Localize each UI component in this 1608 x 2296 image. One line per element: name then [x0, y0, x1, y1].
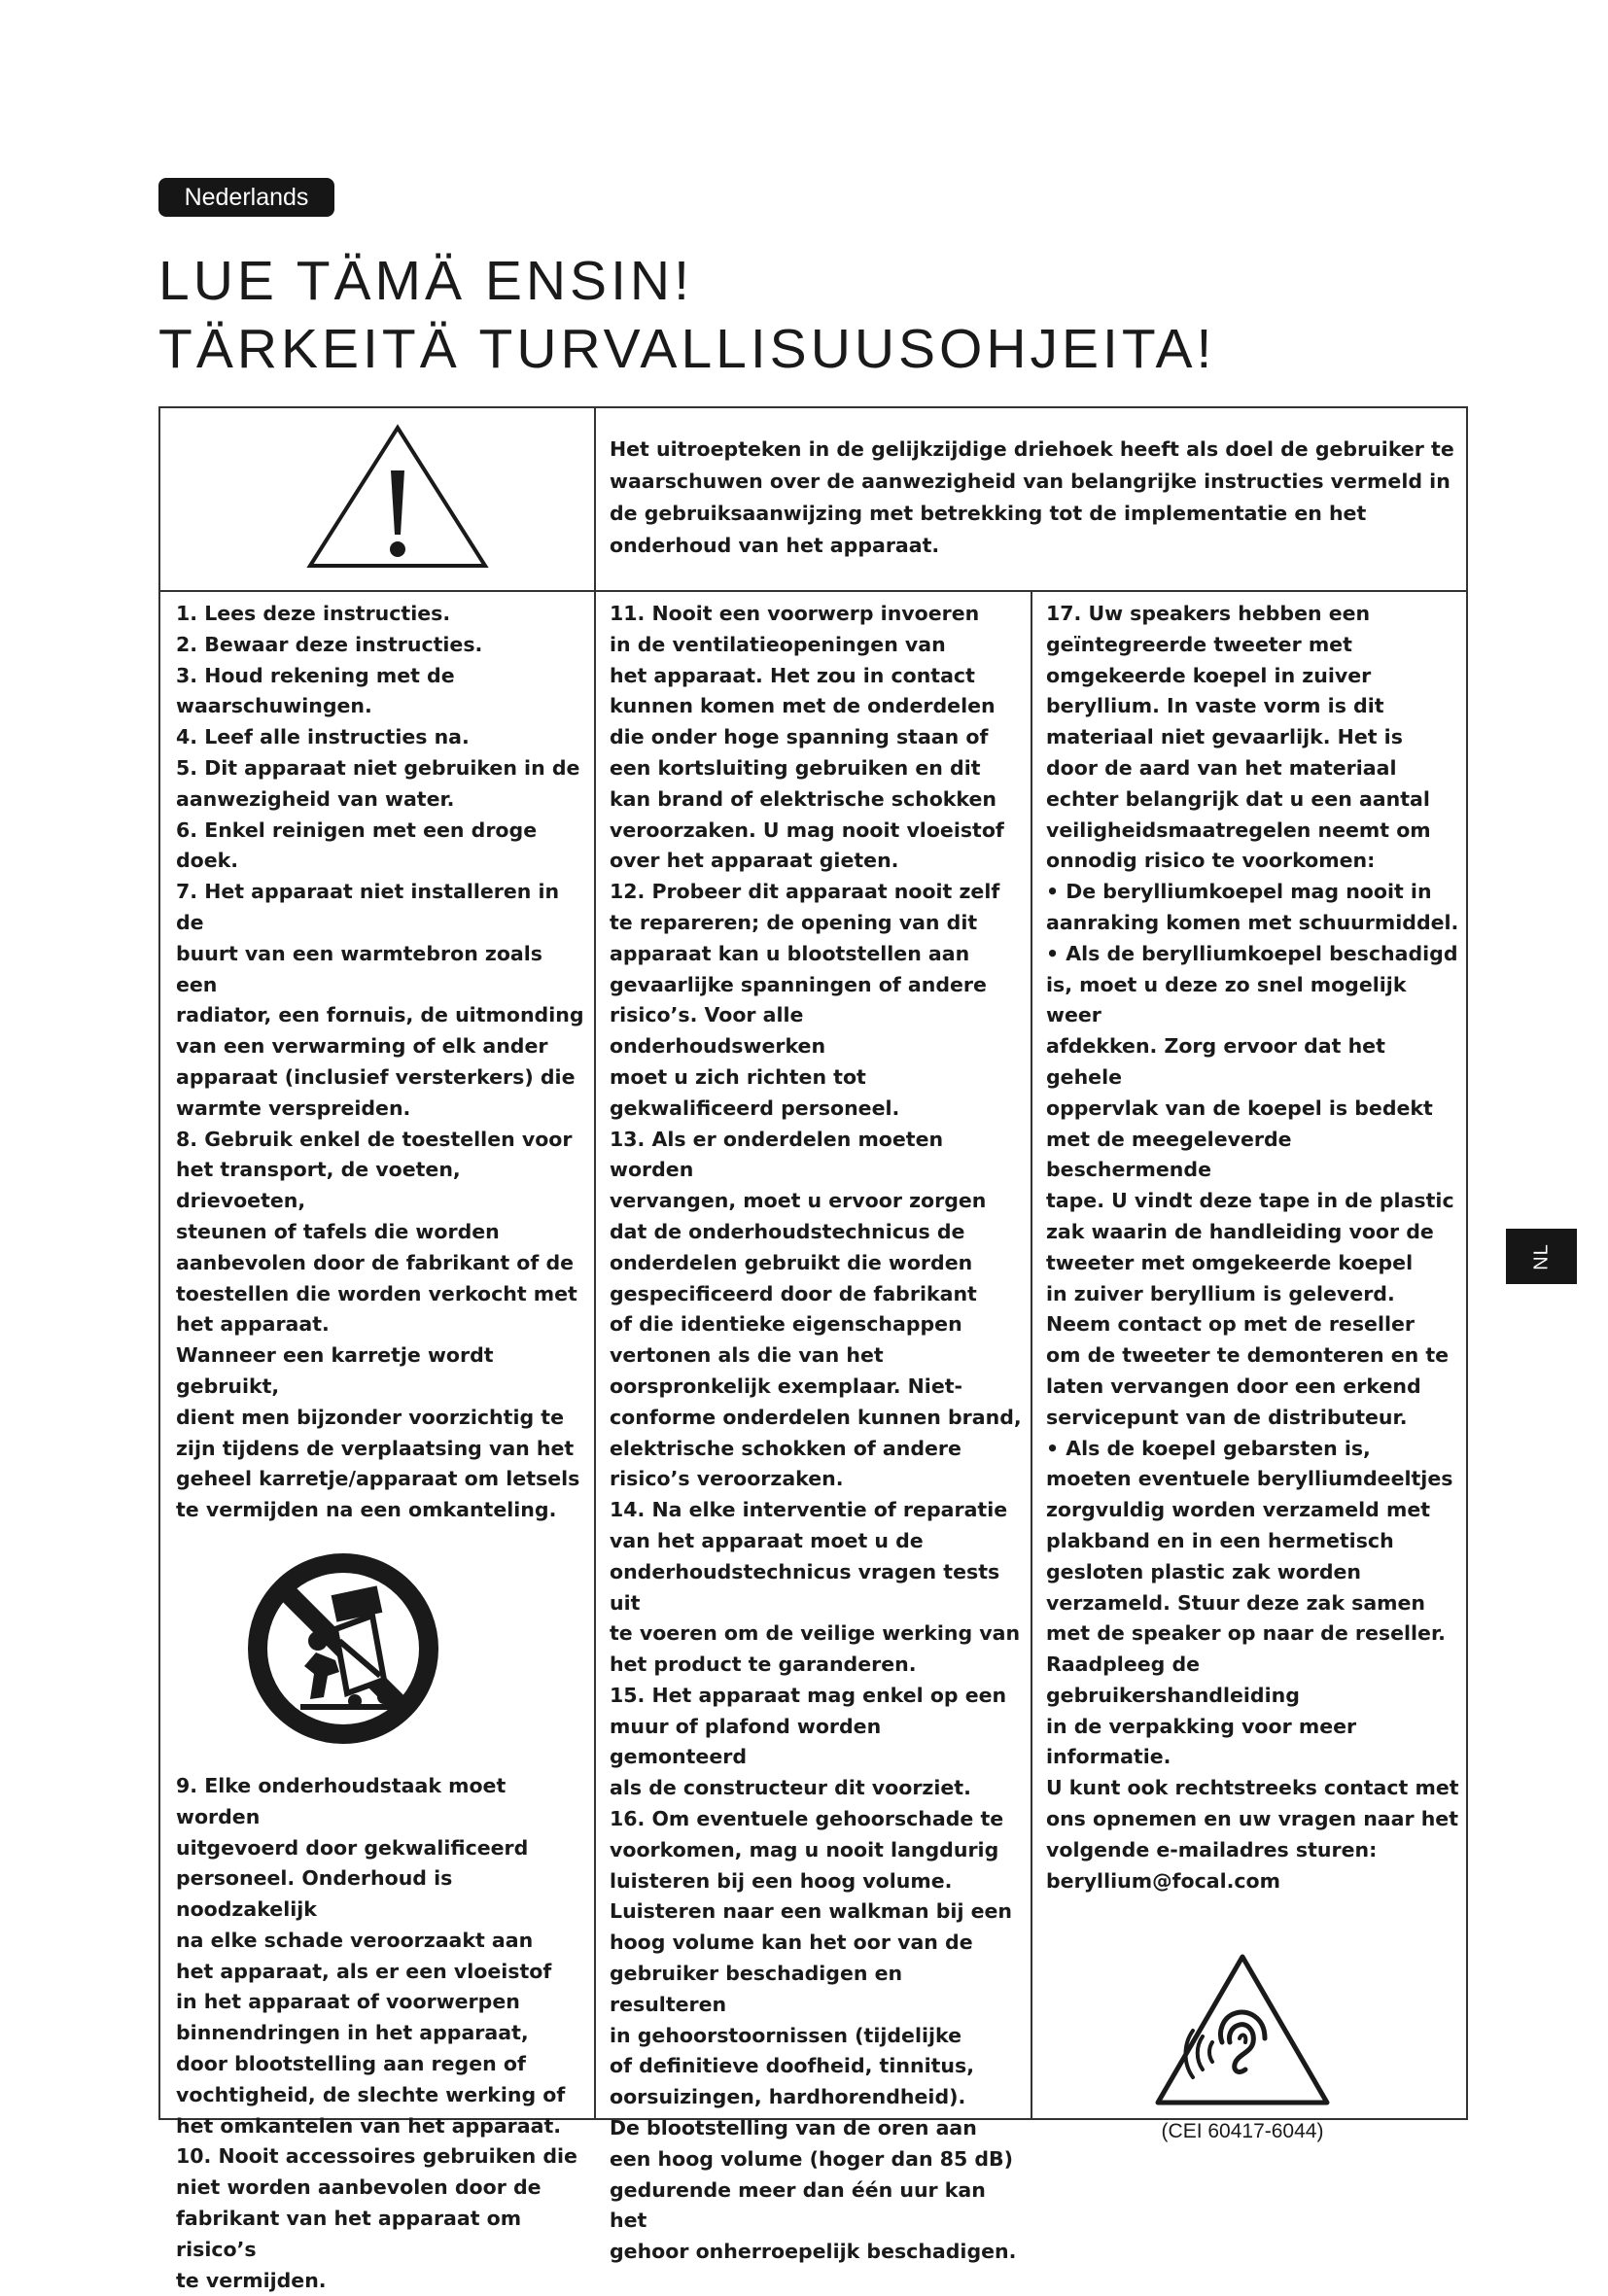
- instructions-column-2: [610, 599, 1023, 2268]
- warning-intro-text: Het uitroepteken in de gelijkzijdige driehoek heeft als doel de gebruiker te waarschuwen over de aanwezigheid van belangrijke instructies vermeld in de gebruiksaanwijzing met betrekking tot de implementatie en het onderhoud van het apparaat.: [610, 437, 1454, 557]
- instructions-column-3: [1046, 599, 1459, 2147]
- language-side-tab: [1506, 1229, 1577, 1284]
- table-divider-horizontal: [160, 590, 1466, 592]
- table-divider-col1: [594, 590, 596, 2118]
- title-line-2: TÄRKEITÄ TURVALLISUUSOHJEITA!: [158, 318, 1216, 380]
- safety-instructions-table: [158, 406, 1468, 2292]
- hearing-warning-symbol: [1106, 1949, 1379, 2147]
- cart-tip-over-warning-icon: [246, 1551, 440, 1746]
- instruction-17-beryllium: 17. Uw speakers hebben een geïntegreerde tweeter met omgekeerde koepel in zuiver beryllium. In vaste vorm is dit materiaal niet gevaarlijk. Het is door de aard van het materiaal echter belangrijk dat u een aantal veiligheidsmaatregelen neemt om onnodig risico te voorkomen: • De berylliumkoepel mag nooit in aanraking komen met schuurmiddel. • Als de berylliumkoepel beschadigd is, moet u deze zo snel mogelijk weer afdekken. Zorg ervoor dat het gehele oppervlak van de koepel is bedekt met de meegeleverde beschermende tape. U vindt deze tape in de plastic zak waarin de handleiding voor de tweeter met omgekeerde koepel in zuiver beryllium is geleverd. Neem contact op met de reseller om de tweeter te demonteren en te laten vervangen door een erkend servicepunt van de distributeur. • Als de koepel gebarsten is, moeten eventuele berylliumdeeltjes zorgvuldig worden verzameld met plakband en in een hermetisch gesloten plastic zak worden verzameld. Stuur deze zak samen met de speaker op naar de reseller. Raadpleeg de gebruikershandleiding in de verpakking voor meer informatie. U kunt ook rechtstreeks contact met ons opnemen en uw vragen naar het volgende e-mailadres sturen: beryllium@focal.com: [1046, 602, 1459, 1893]
- side-tab-label: NL: [1530, 1242, 1552, 1270]
- instructions-column-1: [176, 599, 589, 2296]
- instructions-9-10: 9. Elke onderhoudstaak moet worden uitgevoerd door gekwalificeerd personeel. Onderhoud is noodzakelijk na elke schade veroorzaakt aan het apparaat, als er een vloeistof in het apparaat of voorwerpen binnendringen in het apparaat, door blootstelling aan regen of vochtigheid, de slechte werking of het omkantelen van het apparaat. 10. Nooit accessoires gebruiken die niet worden aanbevolen door de fabrikant van het apparaat om risico’s te vermijden.: [176, 1773, 577, 2292]
- table-divider-top: [594, 408, 596, 592]
- warning-triangle-icon: [300, 420, 495, 575]
- page-title: [158, 247, 1215, 383]
- language-badge: Nederlands: [158, 178, 334, 217]
- cei-standard-caption: (CEI 60417-6044): [1161, 2120, 1324, 2143]
- instructions-11-16: 11. Nooit een voorwerp invoeren in de ventilatieopeningen van het apparaat. Het zou in contact kunnen komen met de onderdelen die onder hoge spanning staan of een kortsluiting gebruiken en dit kan brand of elektrische schokken veroorzaken. U mag nooit vloeistof over het apparaat gieten. 12. Probeer dit apparaat nooit zelf te repareren; de opening van dit apparaat kan u blootstellen aan gevaarlijke spanningen of andere risico’s. Voor alle onderhoudswerken moet u zich richten tot gekwalificeerd personeel. 13. Als er onderdelen moeten worden vervangen, moet u ervoor zorgen dat de onderhoudstechnicus de onderdelen gebruikt die worden gespecificeerd door de fabrikant of die identieke eigenschappen vertonen als die van het oorspronkelijk exemplaar. Niet- conforme onderdelen kunnen brand, elektrische schokken of andere risico’s veroorzaken. 14. Na elke interventie of reparatie van het apparaat moet u de onderhoudstechnicus vragen tests uit te voeren om de veilige werking van het product te garanderen. 15. Het apparaat mag enkel op een muur of plafond worden gemonteerd als de constructeur dit voorziet. 16. Om eventuele gehoorschade te voorkomen, mag u nooit langdurig luisteren bij een hoog volume. Luisteren naar een walkman bij een hoog volume kan het oor van de gebruiker beschadigen en resulteren in gehoorstoornissen (tijdelijke of definitieve doofheid, tinnitus, oorsuizingen, hardhorendheid). De blootstelling van de oren aan een hoog volume (hoger dan 85 dB) gedurende meer dan één uur kan het gehoor onherroepelijk beschadigen.: [610, 602, 1022, 2264]
- title-line-1: LUE TÄMÄ ENSIN!: [158, 250, 693, 312]
- table-divider-col2: [1031, 590, 1032, 2118]
- hearing-damage-warning-icon: [1150, 1949, 1335, 2112]
- instructions-1-8: 1. Lees deze instructies. 2. Bewaar deze instructies. 3. Houd rekening met de waarschuwingen. 4. Leef alle instructies na. 5. Dit apparaat niet gebruiken in de aanwezigheid van water. 6. Enkel reinigen met een droge doek. 7. Het apparaat niet installeren in de buurt van een warmtebron zoals een radiator, een fornuis, de uitmonding van een verwarming of elk ander apparaat (inclusief versterkers) die warmte verspreiden. 8. Gebruik enkel de toestellen voor het transport, de voeten, drievoeten, steunen of tafels die worden aanbevolen door de fabrikant of de toestellen die worden verkocht met het apparaat. Wanneer een karretje wordt gebruikt, dient men bijzonder voorzichtig te zijn tijdens de verplaatsing van het geheel karretje/apparaat om letsels te vermijden na een omkanteling.: [176, 602, 584, 1522]
